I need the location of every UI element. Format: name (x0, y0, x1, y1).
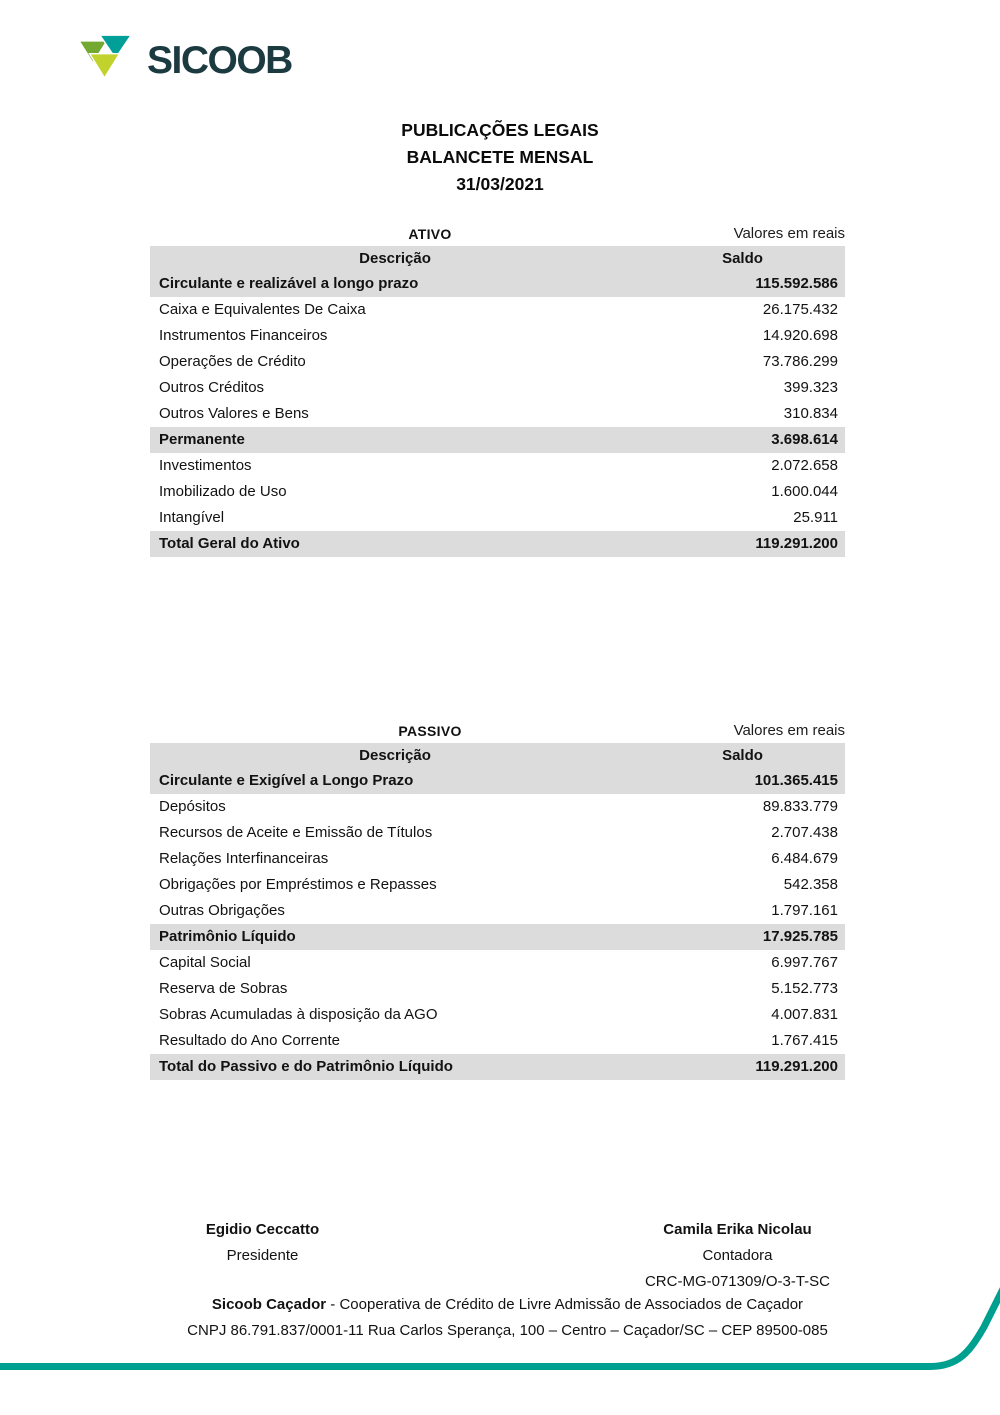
document-title (0, 117, 1000, 198)
table-row: Outros Valores e Bens 310.834 (159, 405, 838, 422)
ativo-unit-label: Valores em reais (733, 225, 845, 242)
table-row: Depósitos 89.833.779 (159, 798, 838, 815)
title-date: 31/03/2021 (456, 174, 544, 194)
footer-line-2: CNPJ 86.791.837/0001-11 Rua Carlos Sperança, 100 – Centro – Caçador/SC – CEP 89500-085 (187, 1322, 828, 1339)
table-row: Operações de Crédito 73.786.299 (159, 353, 838, 370)
column-header-descricao: Descrição (359, 747, 431, 764)
ativo-section-label: ATIVO (408, 225, 452, 242)
table-row: Capital Social 6.997.767 (159, 954, 838, 971)
passivo-table (150, 743, 845, 1080)
signature-accountant (620, 1217, 855, 1295)
title-line-1: PUBLICAÇÕES LEGAIS (401, 120, 599, 140)
passivo-unit-label: Valores em reais (733, 722, 845, 739)
ativo-topbar (150, 221, 845, 246)
table-row-total: Total do Passivo e do Patrimônio Líquido 119.291.200 (150, 1054, 845, 1080)
table-row: Sobras Acumuladas à disposição da AGO 4.007.831 (159, 1006, 838, 1023)
company-footer (75, 1292, 940, 1344)
column-header-saldo: Saldo (722, 747, 763, 764)
sicoob-logo (78, 34, 292, 86)
accountant-name: Camila Erika Nicolau (663, 1221, 812, 1238)
footer-line-1 (75, 1292, 940, 1318)
passivo-statement (150, 718, 845, 1080)
president-name: Egidio Ceccatto (205, 1221, 320, 1238)
table-row: Relações Interfinanceiras 6.484.679 (159, 850, 838, 867)
passivo-section-label: PASSIVO (398, 722, 462, 739)
ativo-table (150, 246, 845, 557)
president-role: Presidente (226, 1247, 299, 1264)
ativo-statement (150, 221, 845, 557)
column-header-descricao: Descrição (359, 250, 431, 267)
table-row: Permanente 3.698.614 (150, 427, 845, 453)
company-description: - Cooperativa de Crédito de Livre Admissão de Associados de Caçador (326, 1296, 804, 1313)
table-row: Caixa e Equivalentes De Caixa 26.175.432 (159, 301, 838, 318)
accountant-role: Contadora (702, 1247, 773, 1264)
table-row-total: Total Geral do Ativo 119.291.200 (150, 531, 845, 557)
accountant-registry: CRC-MG-071309/O-3-T-SC (644, 1273, 831, 1290)
sicoob-triangles-icon (78, 34, 138, 86)
company-name: Sicoob Caçador (211, 1296, 327, 1313)
table-row: Resultado do Ano Corrente 1.767.415 (159, 1032, 838, 1049)
table-row: Circulante e realizável a longo prazo 115.592.586 (150, 271, 845, 297)
table-row: Circulante e Exigível a Longo Prazo 101.365.415 (150, 768, 845, 794)
column-header-saldo: Saldo (722, 250, 763, 267)
table-row: Investimentos 2.072.658 (159, 457, 838, 474)
logo-wordmark: SICOOB (147, 38, 292, 82)
table-row: Reserva de Sobras 5.152.773 (159, 980, 838, 997)
passivo-header-row (150, 743, 845, 768)
table-row: Outros Créditos 399.323 (159, 379, 838, 396)
passivo-topbar (150, 718, 845, 743)
table-row: Imobilizado de Uso 1.600.044 (159, 483, 838, 500)
table-row: Outras Obrigações 1.797.161 (159, 902, 838, 919)
table-row: Recursos de Aceite e Emissão de Títulos 2.707.438 (159, 824, 838, 841)
table-row: Obrigações por Empréstimos e Repasses 542.358 (159, 876, 838, 893)
ativo-header-row (150, 246, 845, 271)
signature-president (145, 1217, 380, 1269)
table-row: Patrimônio Líquido 17.925.785 (150, 924, 845, 950)
table-row: Instrumentos Financeiros 14.920.698 (159, 327, 838, 344)
table-row: Intangível 25.911 (159, 509, 838, 526)
title-line-2: BALANCETE MENSAL (406, 147, 594, 167)
